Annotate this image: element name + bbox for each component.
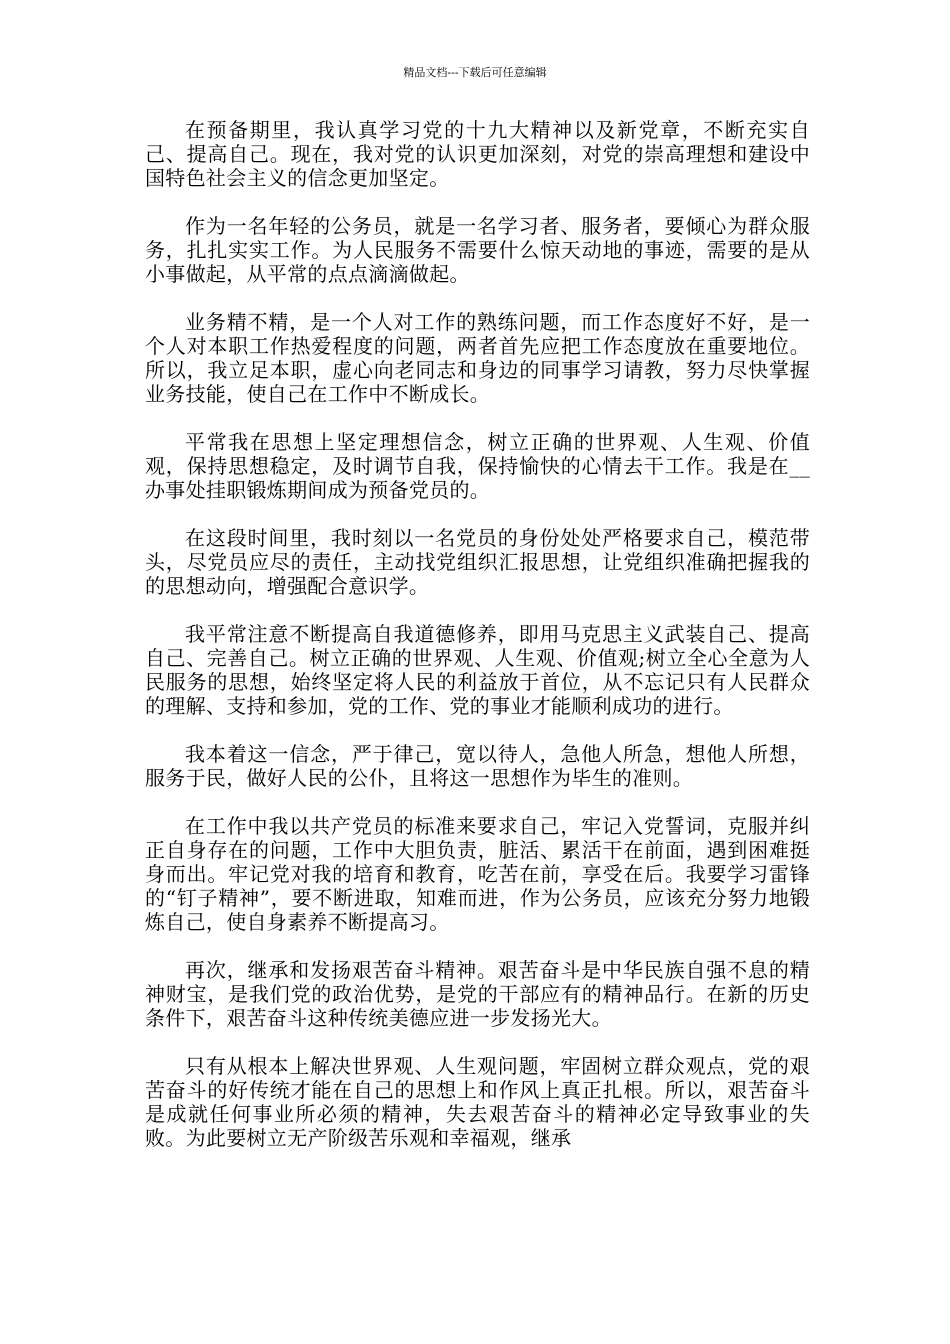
paragraph-1: 在预备期里，我认真学习党的十九大精神以及新党章，不断充实自己、提高自己。现在，我对党的认识更加深刻，对党的崇高理想和建设中国特色社会主义的信念更加坚定。 (145, 118, 810, 190)
paragraph-10: 只有从根本上解决世界观、人生观问题，牢固树立群众观点，党的艰苦奋斗的好传统才能在自己的思想上和作风上真正扎根。所以，艰苦奋斗是成就任何事业所必须的精神，失去艰苦奋斗的精神必定导致事业的失败。为此要树立无产阶级苦乐观和幸福观，继承 (145, 1054, 810, 1150)
paragraph-3: 业务精不精，是一个人对工作的熟练问题，而工作态度好不好，是一个人对本职工作热爱程度的问题，两者首先应把工作态度放在重要地位。所以，我立足本职，虚心向老同志和身边的同事学习请教，努力尽快掌握业务技能，使自己在工作中不断成长。 (145, 310, 810, 406)
page-header: 精品文档---下载后可任意编辑 (403, 66, 547, 79)
paragraph-2: 作为一名年轻的公务员，就是一名学习者、服务者，要倾心为群众服务，扎扎实实工作。为人民服务不需要什么惊天动地的事迹，需要的是从小事做起，从平常的点点滴滴做起。 (145, 214, 810, 286)
paragraph-5: 在这段时间里，我时刻以一名党员的身份处处严格要求自己，模范带头，尽党员应尽的责任，主动找党组织汇报思想，让党组织准确把握我的的思想动向，增强配合意识学。 (145, 526, 810, 598)
paragraph-6: 我平常注意不断提高自我道德修养，即用马克思主义武装自己、提高自己、完善自己。树立正确的世界观、人生观、价值观;树立全心全意为人民服务的思想，始终坚定将人民的利益放于首位，从不忘记只有人民群众的理解、支持和参加，党的工作、党的事业才能顺利成功的进行。 (145, 622, 810, 718)
paragraph-9: 再次，继承和发扬艰苦奋斗精神。艰苦奋斗是中华民族自强不息的精神财宝，是我们党的政治优势，是党的干部应有的精神品行。在新的历史条件下，艰苦奋斗这种传统美德应进一步发扬光大。 (145, 958, 810, 1030)
document-body (145, 118, 810, 1174)
paragraph-4: 平常我在思想上坚定理想信念，树立正确的世界观、人生观、价值观，保持思想稳定，及时调节自我，保持愉快的心情去干工作。我是在__办事处挂职锻炼期间成为预备党员的。 (145, 430, 810, 502)
paragraph-7: 我本着这一信念，严于律己，宽以待人，急他人所急，想他人所想，服务于民，做好人民的公仆，且将这一思想作为毕生的准则。 (145, 742, 810, 790)
paragraph-8: 在工作中我以共产党员的标准来要求自己，牢记入党誓词，克服并纠正自身存在的问题，工作中大胆负责，脏活、累活干在前面，遇到困难挺身而出。牢记党对我的培育和教育，吃苦在前，享受在后。我要学习雷锋的“钉子精神”，要不断进取，知难而进，作为公务员，应该充分努力地锻炼自己，使自身素养不断提高习。 (145, 814, 810, 934)
